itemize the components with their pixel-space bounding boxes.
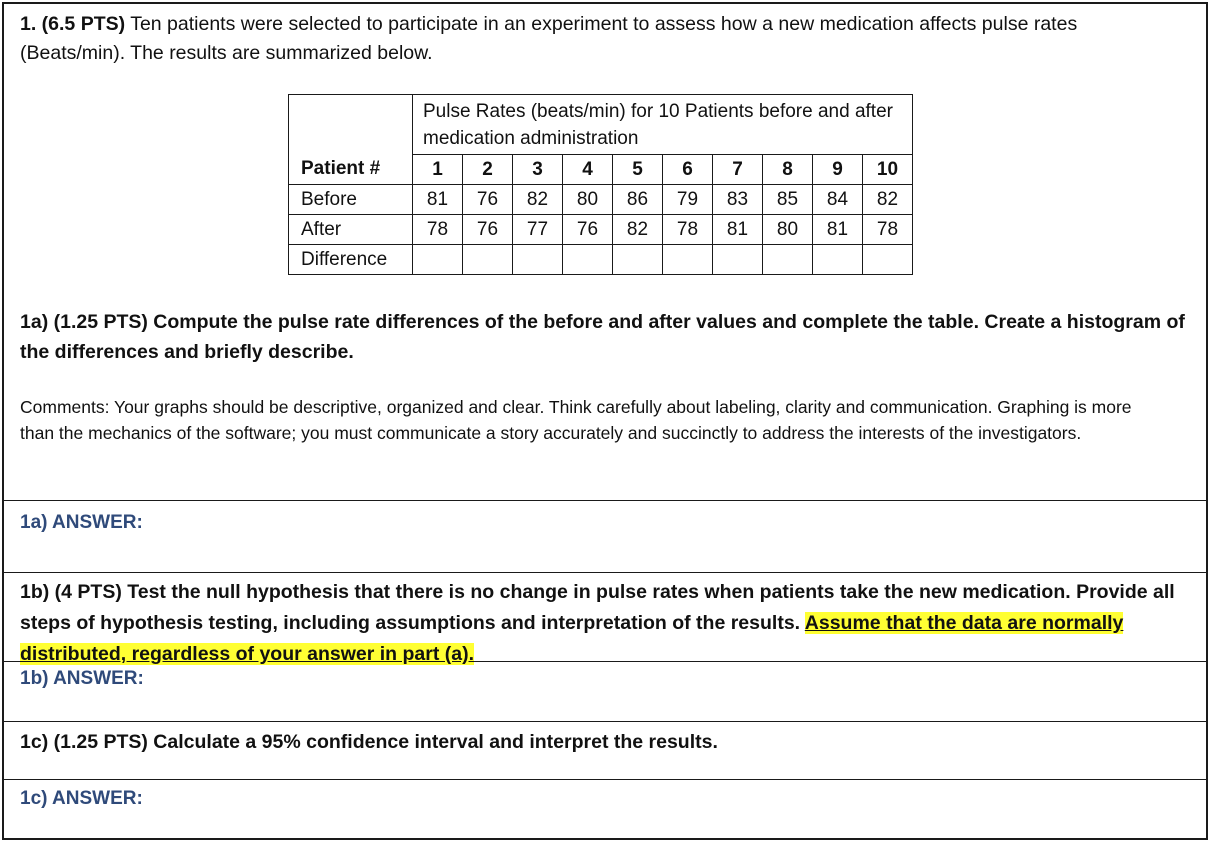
difference-cell[interactable]	[663, 245, 713, 275]
part-c-answer-label: 1c) ANSWER:	[20, 788, 143, 809]
question-1-section	[4, 4, 1206, 501]
after-value: 78	[863, 215, 913, 245]
part-c-answer-section[interactable]	[4, 780, 1206, 838]
patient-number: 3	[513, 155, 563, 185]
patient-number: 1	[413, 155, 463, 185]
part-a-comments: Comments: Your graphs should be descriptive, organized and clear. Think carefully about labeling, clarity and communication. Graphing is more than the mechanics of the software; you must communicate a story accurately and succinctly to address the interests of the investigators.	[20, 397, 1132, 443]
before-value: 82	[513, 185, 563, 215]
pulse-rate-table	[288, 94, 913, 275]
difference-cell[interactable]	[563, 245, 613, 275]
after-value: 77	[513, 215, 563, 245]
patient-number: 4	[563, 155, 613, 185]
before-value: 81	[413, 185, 463, 215]
row-label-before: Before	[289, 185, 413, 215]
part-b-prompt-text: 1b) (4 PTS) Test the null hypothesis that there is no change in pulse rates when patients take the new medication. Provide all steps of hypothesis testing, including assumptions and interpretation of the results.	[20, 581, 1175, 634]
patient-number: 8	[763, 155, 813, 185]
before-value: 84	[813, 185, 863, 215]
difference-cell[interactable]	[513, 245, 563, 275]
part-b-answer-label: 1b) ANSWER:	[20, 668, 144, 689]
after-value: 81	[713, 215, 763, 245]
question-1-label: 1. (6.5 PTS)	[20, 13, 126, 35]
table-header: Pulse Rates (beats/min) for 10 Patients before and after medication administration	[413, 95, 913, 155]
patient-number: 10	[863, 155, 913, 185]
before-value: 80	[563, 185, 613, 215]
difference-cell[interactable]	[613, 245, 663, 275]
question-1-text: Ten patients were selected to participate in an experiment to assess how a new medication affects pulse rates (Beats/min). The results are summarized below.	[20, 13, 1078, 64]
after-value: 76	[463, 215, 513, 245]
after-value: 81	[813, 215, 863, 245]
patient-number: 2	[463, 155, 513, 185]
before-value: 83	[713, 185, 763, 215]
patient-number: 9	[813, 155, 863, 185]
after-value: 80	[763, 215, 813, 245]
patient-number: 7	[713, 155, 763, 185]
difference-cell[interactable]	[463, 245, 513, 275]
table-corner-cell	[289, 95, 413, 155]
difference-cell[interactable]	[763, 245, 813, 275]
difference-cell[interactable]	[813, 245, 863, 275]
part-b-highlight: Assume that the data are normally distributed, regardless of your answer in part (a).	[20, 612, 1124, 665]
before-value: 82	[863, 185, 913, 215]
before-value: 85	[763, 185, 813, 215]
after-value: 78	[413, 215, 463, 245]
part-a-prompt: 1a) (1.25 PTS) Compute the pulse rate differences of the before and after values and complete the table. Create a histogram of the differences and briefly describe.	[20, 311, 1185, 363]
before-value: 86	[613, 185, 663, 215]
part-a-answer-label: 1a) ANSWER:	[20, 512, 143, 533]
part-a-answer-section[interactable]	[4, 501, 1206, 573]
row-label-after: After	[289, 215, 413, 245]
part-c-prompt: 1c) (1.25 PTS) Calculate a 95% confidence interval and interpret the results.	[20, 731, 718, 753]
row-label-patient: Patient #	[289, 155, 413, 185]
part-c-section	[4, 722, 1206, 780]
difference-cell[interactable]	[863, 245, 913, 275]
part-b-prompt	[20, 577, 1190, 670]
before-value: 79	[663, 185, 713, 215]
after-value: 82	[613, 215, 663, 245]
difference-cell[interactable]	[713, 245, 763, 275]
row-label-difference: Difference	[289, 245, 413, 275]
after-value: 76	[563, 215, 613, 245]
part-b-answer-section[interactable]	[4, 662, 1206, 722]
after-value: 78	[663, 215, 713, 245]
difference-cell[interactable]	[413, 245, 463, 275]
before-value: 76	[463, 185, 513, 215]
patient-number: 5	[613, 155, 663, 185]
part-b-section	[4, 573, 1206, 665]
patient-number: 6	[663, 155, 713, 185]
question-1-intro	[20, 10, 1170, 68]
document-frame	[2, 2, 1208, 840]
